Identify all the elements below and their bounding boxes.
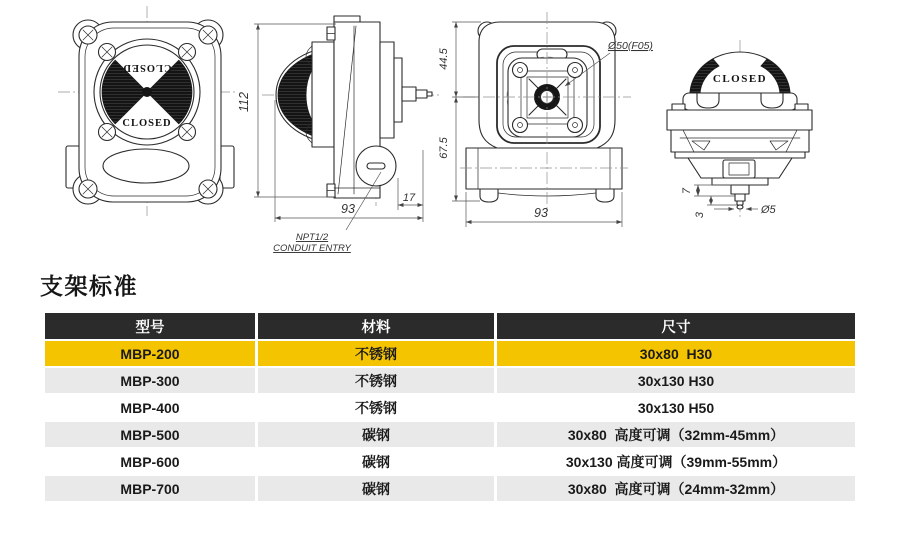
dim-dia-5: Ø5 [761, 204, 776, 216]
bracket-standard-table [45, 311, 855, 503]
table-row [45, 476, 855, 501]
model-cell: MBP-500 [45, 422, 258, 447]
closed-label-bottom: CLOSED [122, 118, 172, 129]
model-cell: MBP-700 [45, 476, 258, 501]
material-cell: 碳钢 [258, 422, 497, 447]
size-cell: 30x80 高度可调（32mm-45mm） [497, 422, 855, 447]
front-view-drawing [58, 6, 238, 216]
dim-7: 7 [681, 187, 693, 195]
material-cell: 不锈钢 [258, 341, 497, 366]
indicator-window [102, 60, 192, 129]
conduit-label-line2: CONDUIT ENTRY [273, 243, 351, 254]
table-row [45, 395, 855, 420]
table-row [45, 341, 855, 366]
model-cell: MBP-300 [45, 368, 258, 393]
conduit-label-line1: NPT1/2 [295, 232, 329, 243]
dim-112: 112 [237, 92, 251, 112]
table-row [45, 368, 855, 393]
technical-drawings [0, 0, 900, 268]
model-cell: MBP-400 [45, 395, 258, 420]
col-header-size: 尺寸 [497, 313, 855, 339]
size-cell: 30x130 H30 [497, 368, 855, 393]
col-header-model: 型号 [45, 313, 258, 339]
size-cell: 30x130 H50 [497, 395, 855, 420]
material-cell: 碳钢 [258, 449, 497, 474]
elevation-view-drawing [667, 40, 812, 218]
dim-17: 17 [402, 192, 416, 204]
table-row [45, 449, 855, 474]
mounting-view-drawing [438, 12, 653, 227]
model-cell: MBP-600 [45, 449, 258, 474]
model-cell: MBP-200 [45, 341, 258, 366]
table-header-row [45, 313, 855, 339]
dim-3: 3 [694, 211, 706, 219]
closed-label-dome: CLOSED [712, 73, 768, 85]
side-view-drawing [237, 16, 442, 254]
size-cell: 30x80 H30 [497, 341, 855, 366]
material-cell: 不锈钢 [258, 395, 497, 420]
dim-93-side: 93 [341, 202, 355, 216]
dim-67-5: 67.5 [438, 137, 450, 159]
size-cell: 30x80 高度可调（24mm-32mm） [497, 476, 855, 501]
closed-label-top: CLOSED [122, 62, 172, 73]
material-cell: 不锈钢 [258, 368, 497, 393]
flange-size-label: Ø50(F05) [608, 40, 653, 52]
col-header-material: 材料 [258, 313, 497, 339]
table-row [45, 422, 855, 447]
size-cell: 30x130 高度可调（39mm-55mm） [497, 449, 855, 474]
dim-44-5: 44.5 [438, 48, 450, 70]
material-cell: 碳钢 [258, 476, 497, 501]
dim-93-back: 93 [534, 206, 548, 220]
section-title: 支架标准 [40, 273, 138, 299]
